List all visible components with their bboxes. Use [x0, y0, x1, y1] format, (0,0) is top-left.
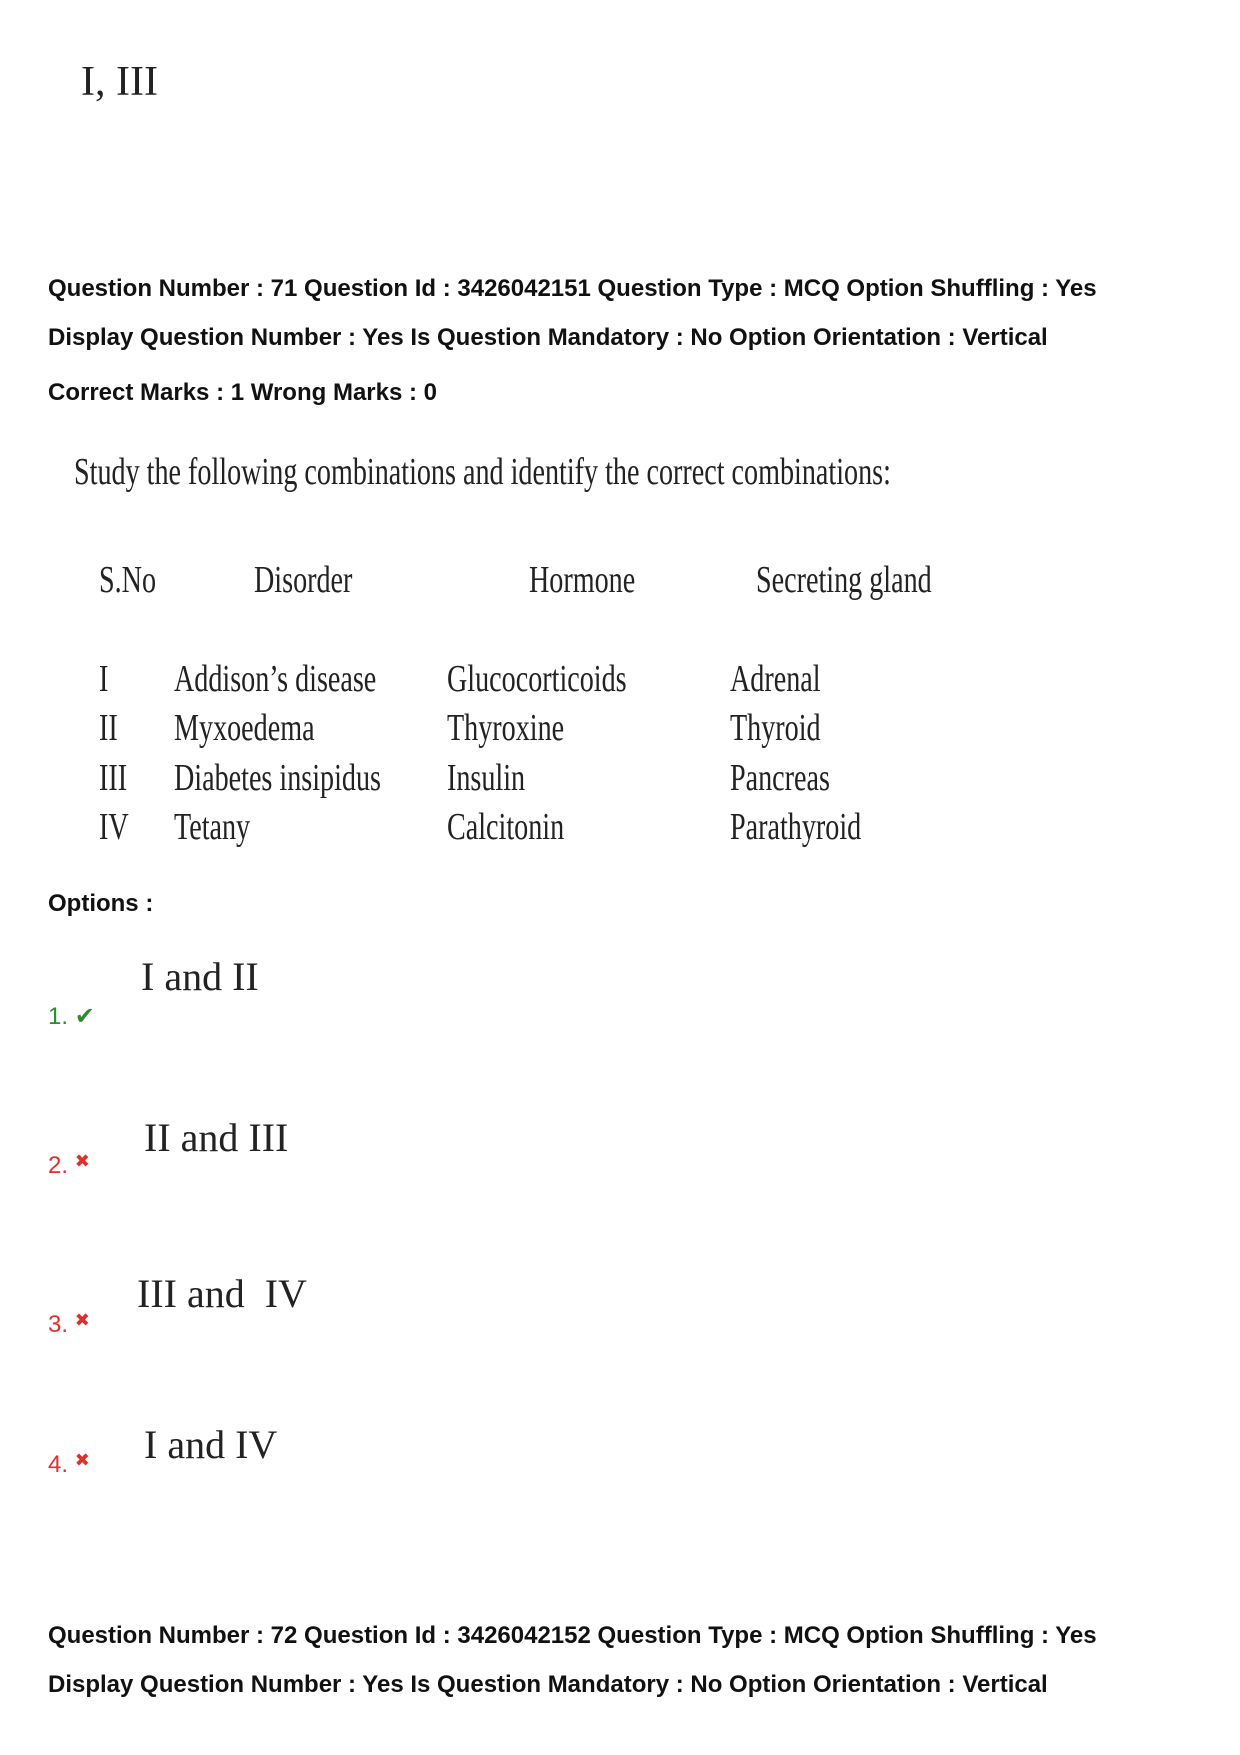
option-number: 4. [48, 1451, 69, 1478]
option-number: 1. [48, 1003, 69, 1030]
cross-icon: ✖ [74, 1151, 90, 1171]
previous-answer-text: I, III [81, 59, 158, 105]
option-text: I and IV [144, 1422, 278, 1467]
table-cell: I [99, 658, 109, 700]
option-text: III and IV [137, 1271, 307, 1316]
q71-header-line1: Question Number : 71 Question Id : 3426042151 Question Type : MCQ Option Shuffling : Yes [48, 275, 1097, 302]
table-cell: IV [99, 806, 129, 848]
table-cell: Thyroid [730, 707, 821, 749]
table-cell: II [99, 707, 118, 749]
table-cell: Glucocorticoids [447, 658, 627, 700]
q71-header-line2: Display Question Number : Yes Is Question Mandatory : No Option Orientation : Vertical [48, 324, 1048, 351]
check-icon: ✔ [74, 1003, 95, 1030]
question-stem-text: Study the following combinations and identify the correct combinations: [74, 451, 891, 493]
question-stem [74, 450, 1178, 494]
table-cell: Adrenal [730, 658, 821, 700]
option-number: 2. [48, 1152, 69, 1179]
table-cell: Diabetes insipidus [174, 757, 381, 799]
q72-header-line1: Question Number : 72 Question Id : 3426042152 Question Type : MCQ Option Shuffling : Yes [48, 1622, 1097, 1649]
option-text: I and II [141, 954, 259, 999]
option-text: II and III [144, 1115, 289, 1160]
cross-icon: ✖ [74, 1310, 90, 1330]
table-cell: Addison’s disease [174, 658, 377, 700]
table-cell: Parathyroid [730, 806, 862, 848]
table-cell: Thyroxine [447, 707, 565, 749]
table-cell: Myxoedema [174, 707, 315, 749]
table-header-hormone: Hormone [529, 559, 636, 601]
options-label: Options : [48, 890, 154, 917]
table-cell: III [99, 757, 128, 799]
table-cell: Pancreas [730, 757, 830, 799]
option-number: 3. [48, 1311, 69, 1338]
table-cell: Insulin [447, 757, 526, 799]
table-cell: Tetany [174, 806, 251, 848]
table-header-gland: Secreting gland [756, 559, 932, 601]
table-cell: Calcitonin [447, 806, 565, 848]
table-header-disorder: Disorder [254, 559, 353, 601]
table-header-sno: S.No [99, 559, 157, 601]
cross-icon: ✖ [74, 1450, 90, 1470]
q71-marks: Correct Marks : 1 Wrong Marks : 0 [48, 379, 438, 406]
q72-header-line2: Display Question Number : Yes Is Question Mandatory : No Option Orientation : Vertical [48, 1671, 1048, 1698]
